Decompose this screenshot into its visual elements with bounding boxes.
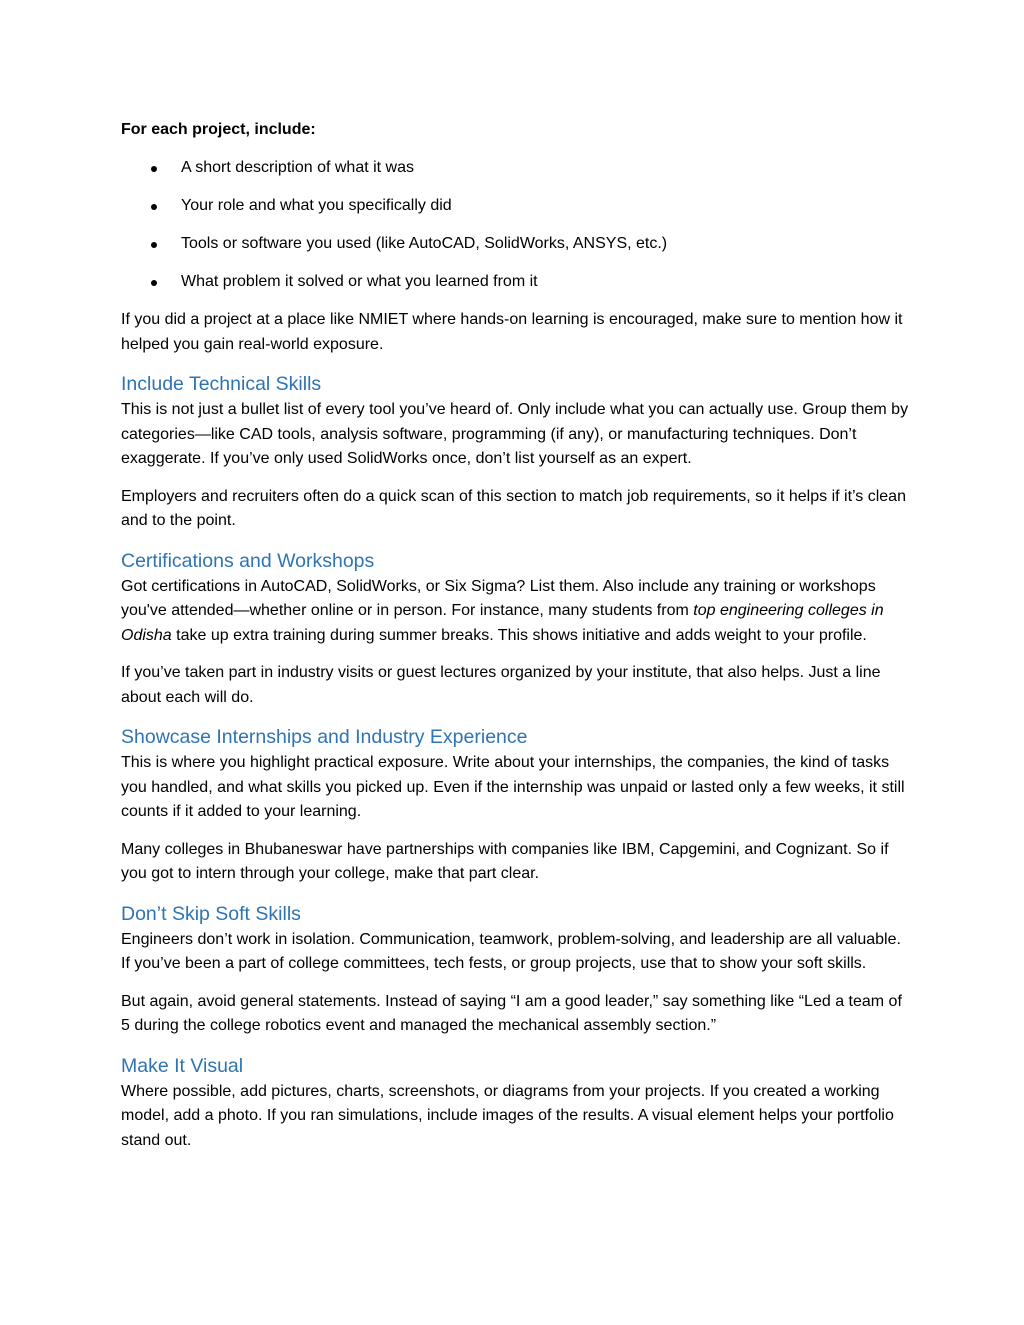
- list-item-text: A short description of what it was: [181, 159, 414, 176]
- soft-skills-paragraph: Engineers don’t work in isolation. Communication, teamwork, problem-solving, and leadership are all valuable. If you’ve been a part of college committees, tech fests, or group projects, use that to show your soft skills.: [121, 930, 901, 972]
- paragraph-text: Got certifications in AutoCAD, SolidWorks, or Six Sigma? List them. Also include any training or workshops you've attended—whether online or in person. For instance, many students from: [121, 577, 876, 619]
- bullet-icon: [151, 166, 157, 172]
- paragraph-text: take up extra training during summer breaks. This shows initiative and adds weight to your profile.: [171, 626, 867, 644]
- technical-skills-paragraph: Employers and recruiters often do a quick scan of this section to match job requirements, so it helps if it’s clean and to the point.: [121, 487, 906, 529]
- internships-paragraph: This is where you highlight practical exposure. Write about your internships, the companies, the kind of tasks you handled, and what skills you picked up. Even if the internship was unpaid or lasted only a few weeks, it still counts if it added to your learning.: [121, 754, 905, 820]
- list-item-text: What problem it solved or what you learned from it: [181, 273, 538, 290]
- certifications-paragraph: [121, 575, 911, 649]
- list-item: [121, 232, 911, 256]
- bullet-icon: [151, 242, 157, 248]
- list-item-text: Your role and what you specifically did: [181, 197, 452, 214]
- document-page: [121, 118, 911, 1166]
- intro-paragraph: If you did a project at a place like NMIET where hands-on learning is encouraged, make sure to mention how it helped you gain real-world exposure.: [121, 311, 903, 353]
- certifications-paragraph: If you’ve taken part in industry visits or guest lectures organized by your institute, that also helps. Just a line about each will do.: [121, 664, 881, 706]
- section-heading-make-it-visual: Make It Visual: [121, 1054, 244, 1077]
- list-item: [121, 156, 911, 180]
- make-it-visual-paragraph: Where possible, add pictures, charts, screenshots, or diagrams from your projects. If you created a working model, add a photo. If you ran simulations, include images of the results. A visual element helps your portfolio stand out.: [121, 1082, 894, 1149]
- list-item: [121, 194, 911, 218]
- soft-skills-paragraph: But again, avoid general statements. Instead of saying “I am a good leader,” say something like “Led a team of 5 during the college robotics event and managed the mechanical assembly section.”: [121, 992, 902, 1034]
- internships-paragraph: Many colleges in Bhubaneswar have partnerships with companies like IBM, Capgemini, and Cognizant. So if you got to intern through your college, make that part clear.: [121, 840, 889, 882]
- project-list-lead: For each project, include:: [121, 121, 316, 138]
- project-checklist: [121, 156, 911, 294]
- section-heading-soft-skills: Don’t Skip Soft Skills: [121, 902, 301, 925]
- section-heading-internships: Showcase Internships and Industry Experience: [121, 726, 528, 748]
- bullet-icon: [151, 280, 157, 286]
- list-item: [121, 270, 911, 294]
- list-item-text: Tools or software you used (like AutoCAD, SolidWorks, ANSYS, etc.): [181, 235, 668, 252]
- bullet-icon: [151, 204, 157, 210]
- italic-phrase: top engineering colleges in Odisha: [121, 602, 884, 644]
- technical-skills-paragraph: This is not just a bullet list of every tool you’ve heard of. Only include what you can actually use. Group them by categories—like CAD tools, analysis software, programming (if any), or manufacturing techniques. Don’t exaggerate. If you’ve only used SolidWorks once, don’t list yourself as an expert.: [121, 401, 909, 467]
- section-heading-certifications: Certifications and Workshops: [121, 549, 375, 572]
- section-heading-technical-skills: Include Technical Skills: [121, 373, 322, 395]
